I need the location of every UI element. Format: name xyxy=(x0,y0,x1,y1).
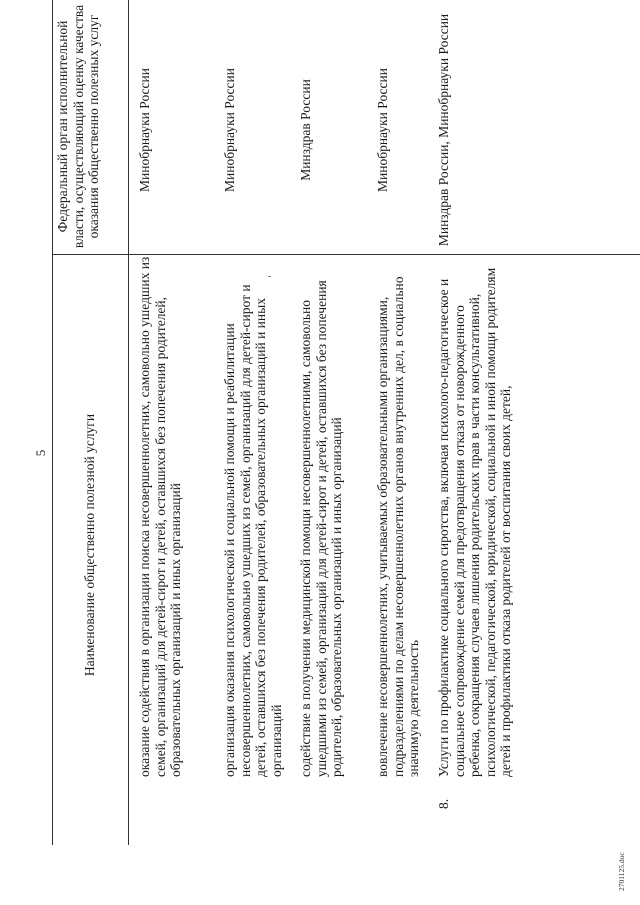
agency-name: Минобрнауки России xyxy=(137,68,152,192)
header-service-name: Наименование общественно полезной услуги xyxy=(82,413,97,677)
agency-name: Минобрнауки России xyxy=(222,68,237,192)
header-agency: Федеральный орган исполнительной власти, осуществляющий оценку качества оказания общественно полезных услуг xyxy=(55,4,101,249)
table-top-border xyxy=(52,0,53,845)
agency-name: Минздрав России, Минобрнауки России xyxy=(436,13,451,247)
document-file-name: 2701125.doc xyxy=(617,852,626,891)
service-description: Услуги по профилактике социального сиротства, включая психолого-педагогическое и социальное сопровождение семей для предотвращения отказа от новорожденного ребенка, сокращения случаев лишения родительских прав в части консультативной, психологической, педагогической, юридической, социальной и иной помощи родителям детей и профилактики отказа родителей от воспитания своих детей, xyxy=(436,267,514,777)
agency-name: Минобрнауки России xyxy=(375,68,390,192)
page-number: 5 xyxy=(33,449,48,457)
agency-name: Минздрав России xyxy=(298,79,313,181)
row-number: 8. xyxy=(436,798,451,809)
service-description: оказание содействия в организации поиска несовершеннолетних, самовольно ушедших из семей, организаций для детей-сирот и детей, оставшихся без попечения родителей, образовательных организаций и иных организаций xyxy=(137,256,184,777)
service-description: вовлечение несовершеннолетних, учитываемых образовательными организациями, подразделениями по делам несовершеннолетних органов внутренних дел, в социально значимую деятельность xyxy=(375,276,422,777)
table-header-border xyxy=(128,0,129,845)
service-description: организация оказания психологической и социальной помощи и реабилитации несовершеннолетних, самовольно ушедших из семей, организаций для детей-сирот и детей, оставшихся без попечения родителей, образовательных организаций и иных организаций xyxy=(222,284,284,777)
service-description: содействие в получении медицинской помощи несовершеннолетними, самовольно ушедшими из семей, организаций для детей-сирот и детей, оставшихся без попечения родителей, образовательных организаций и иных организаций xyxy=(298,280,345,777)
